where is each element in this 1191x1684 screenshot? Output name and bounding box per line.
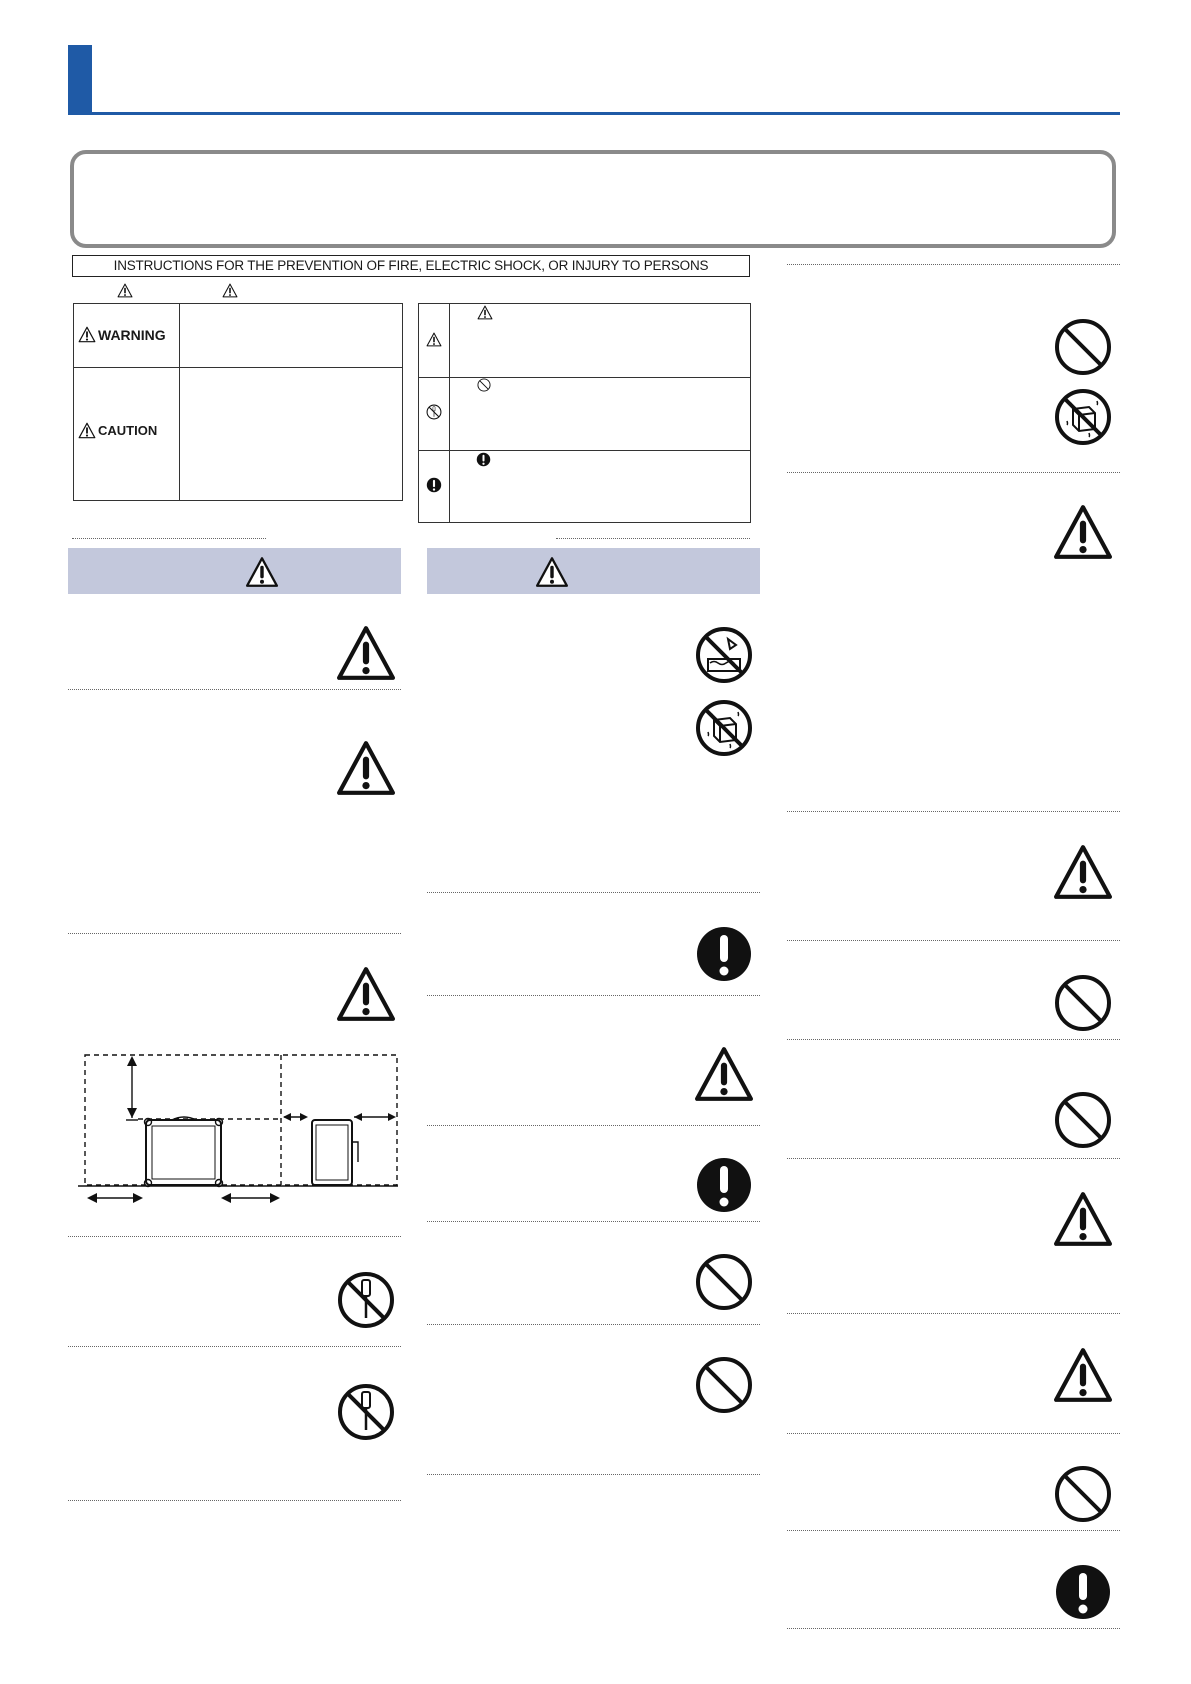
warning-triangle-icon — [1051, 1190, 1115, 1248]
divider — [68, 1236, 401, 1237]
no-disassemble-icon — [336, 1270, 396, 1330]
warning-triangle-icon — [1051, 503, 1115, 561]
prohibition-circle-icon — [1053, 1464, 1113, 1524]
prohibition-circle-icon — [1053, 973, 1113, 1033]
mandatory-action-icon — [694, 1155, 754, 1215]
divider — [787, 1433, 1120, 1434]
divider — [427, 1474, 760, 1475]
prohibition-circle-icon — [477, 378, 491, 392]
caution-label: CAUTION — [98, 423, 158, 438]
divider — [787, 811, 1120, 812]
caution-section-band — [427, 548, 760, 594]
warning-triangle-icon — [334, 965, 398, 1023]
mandatory-action-icon — [1053, 1562, 1113, 1622]
divider — [68, 689, 401, 690]
warning-triangle-icon — [426, 332, 442, 347]
divider — [72, 538, 266, 539]
divider — [787, 264, 1120, 265]
no-water-icon — [694, 625, 754, 685]
no-liquid-containers-icon — [1053, 387, 1113, 447]
unplug-icon — [426, 477, 442, 493]
divider — [427, 1125, 760, 1126]
prohibition-circle-icon — [1053, 1090, 1113, 1150]
no-modify-icon — [336, 1382, 396, 1442]
warning-triangle-icon — [334, 739, 398, 797]
prohibition-circle-icon — [694, 1252, 754, 1312]
prohibition-circle-icon — [1053, 317, 1113, 377]
header-rule — [68, 112, 1120, 115]
divider — [68, 933, 401, 934]
divider — [68, 1346, 401, 1347]
warning-triangle-icon — [477, 305, 493, 320]
divider — [787, 940, 1120, 941]
warning-triangle-icon — [534, 556, 570, 588]
divider — [427, 995, 760, 996]
symbols-table — [418, 303, 751, 523]
divider — [556, 538, 750, 539]
clearance-diagram — [78, 1050, 403, 1205]
warning-label: WARNING — [98, 326, 166, 343]
warning-triangle-icon — [78, 326, 96, 343]
warning-triangle-icon — [78, 422, 96, 439]
divider — [427, 892, 760, 893]
mandatory-action-icon — [476, 452, 491, 467]
divider — [787, 1158, 1120, 1159]
warning-section-band — [68, 548, 401, 594]
divider — [68, 1500, 401, 1501]
prohibition-circle-icon — [694, 1355, 754, 1415]
instructions-banner: INSTRUCTIONS FOR THE PREVENTION OF FIRE, ELECTRIC SHOCK, OR INJURY TO PERSONS — [72, 255, 750, 277]
header-accent-bar — [68, 45, 92, 115]
intro-box — [70, 150, 1116, 248]
warning-triangle-icon — [1051, 1346, 1115, 1404]
warning-triangle-icon — [334, 624, 398, 682]
warning-triangle-icon — [692, 1045, 756, 1103]
warning-caution-table — [73, 303, 403, 501]
warning-triangle-icon — [1051, 843, 1115, 901]
divider — [787, 1313, 1120, 1314]
divider — [787, 1530, 1120, 1531]
warning-triangle-icon — [222, 283, 238, 298]
warning-triangle-icon — [244, 556, 280, 588]
mandatory-action-icon — [694, 924, 754, 984]
divider — [787, 1039, 1120, 1040]
divider — [427, 1221, 760, 1222]
divider — [787, 1628, 1120, 1629]
divider — [427, 1324, 760, 1325]
no-liquid-containers-icon — [694, 698, 754, 758]
warning-triangle-icon — [117, 283, 133, 298]
no-disassemble-icon — [426, 404, 442, 420]
divider — [787, 472, 1120, 473]
